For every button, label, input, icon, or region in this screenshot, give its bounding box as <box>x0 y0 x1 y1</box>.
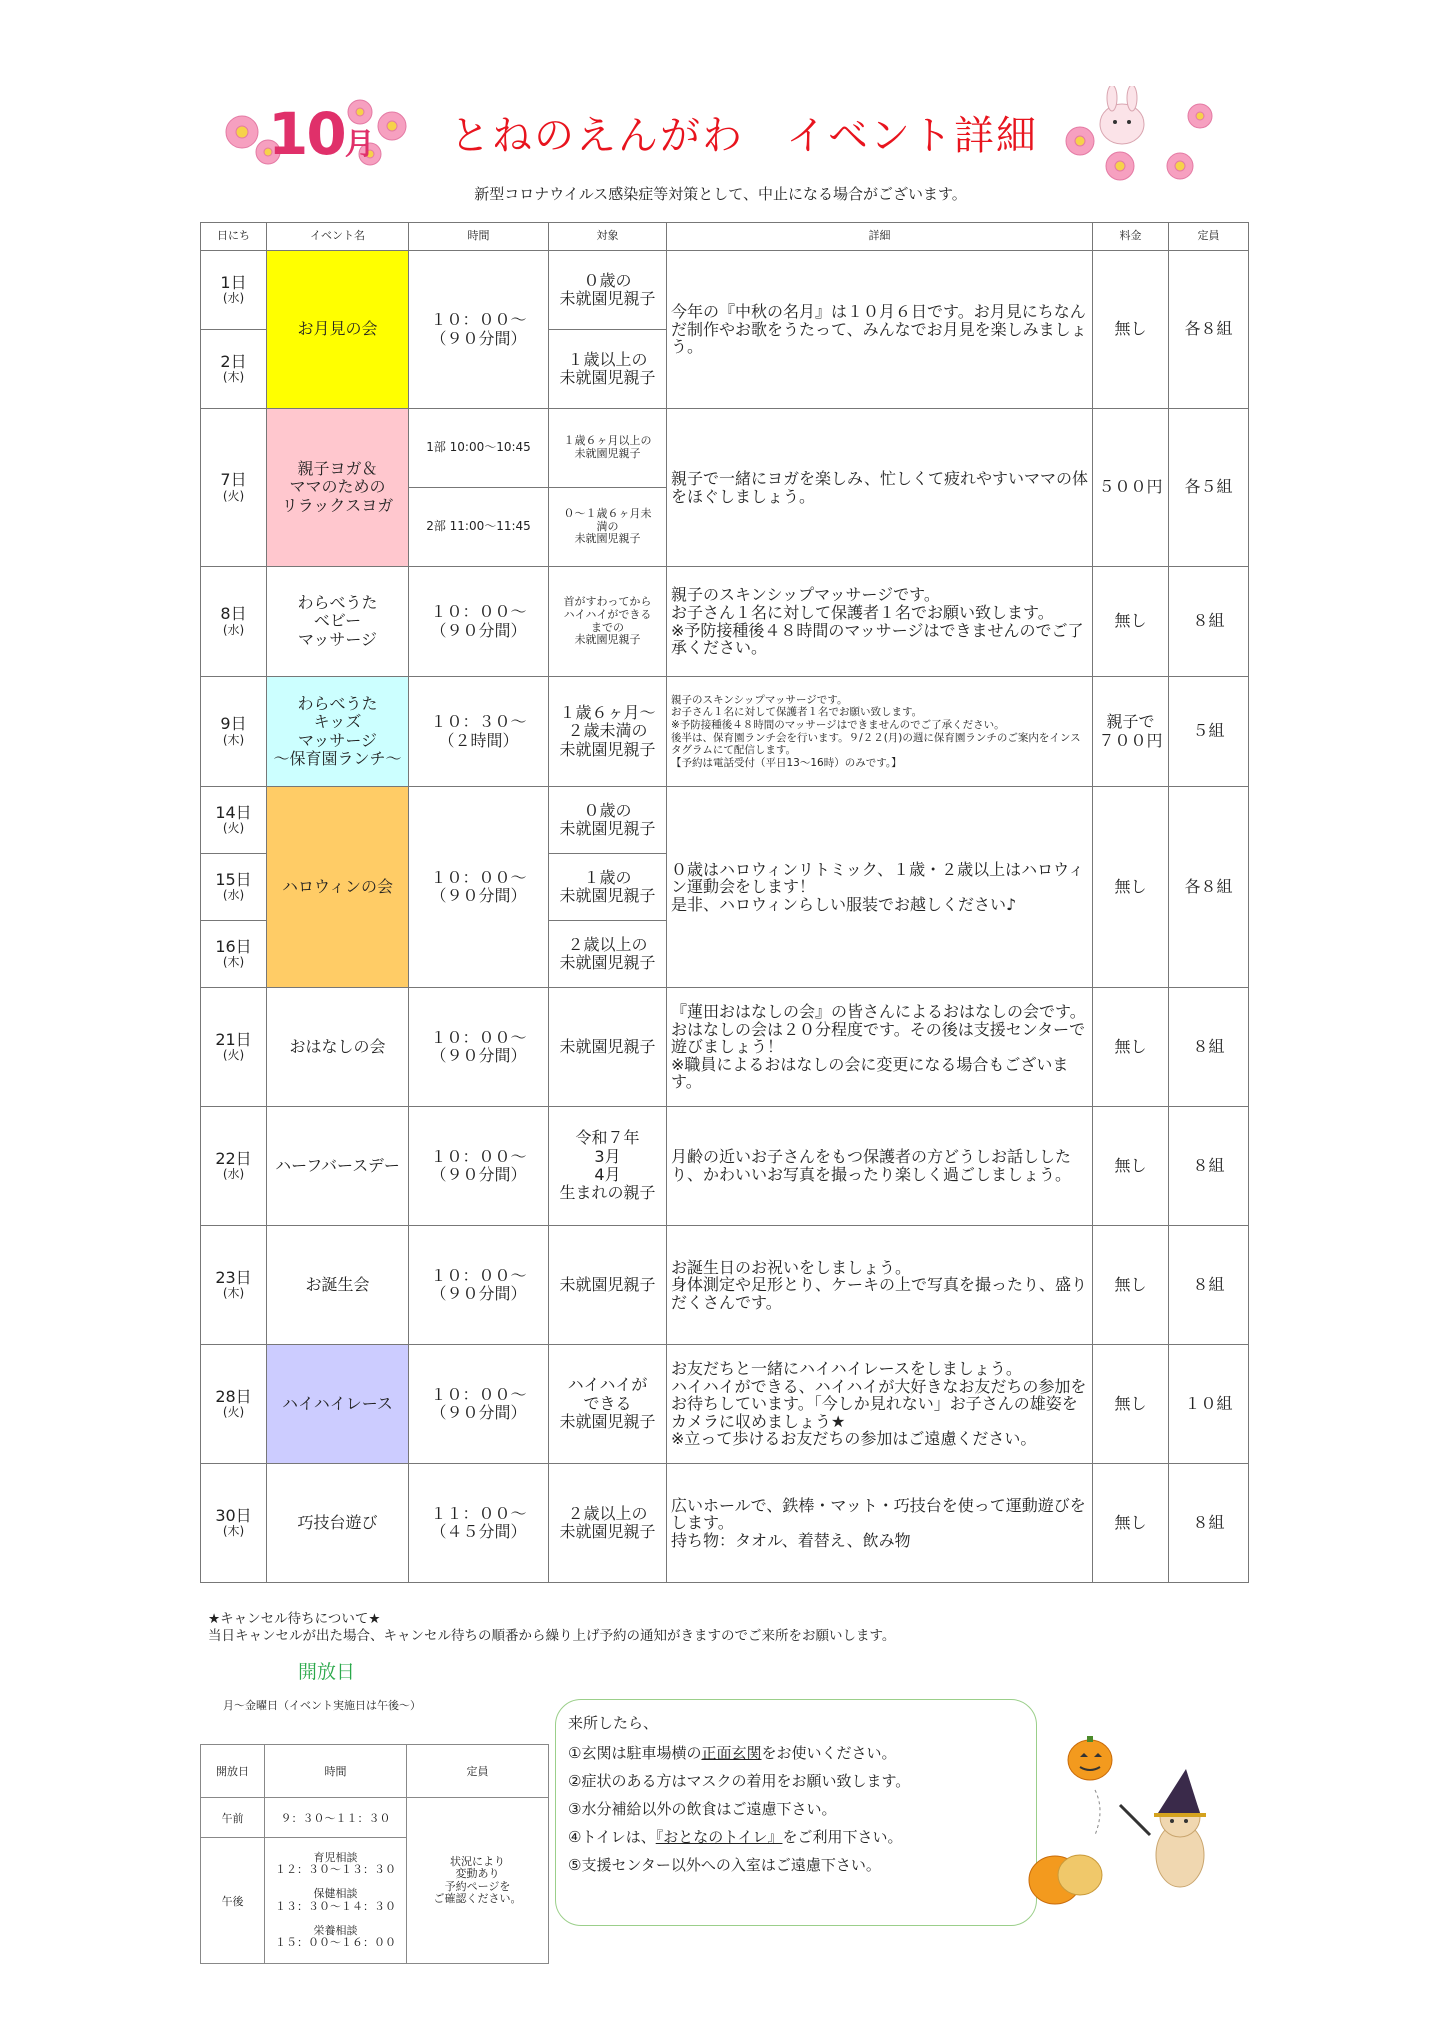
date-cell: 16日 (木) <box>201 921 267 988</box>
event-name-cell: ハロウィンの会 <box>267 787 409 988</box>
table-row <box>201 787 1249 854</box>
target-cell: ２歳以上の 未就園児親子 <box>549 921 667 988</box>
target-cell: ハイハイが できる 未就園児親子 <box>549 1345 667 1464</box>
notice-intro: 来所したら、 <box>568 1714 659 1732</box>
bunny-flowers-right-decoration <box>1050 86 1220 186</box>
detail-cell: 広いホールで、鉄棒・マット・巧技台を使って運動遊びをします。 持ち物：タオル、着替え、飲み物 <box>667 1464 1093 1583</box>
date-cell: 28日 (火) <box>201 1345 267 1464</box>
table-row <box>201 251 1249 330</box>
notice-item: ①玄関は駐車場横の正面玄関をお使いください。 <box>568 1744 897 1762</box>
detail-cell: 月齢の近いお子さんをもつ保護者の方どうしお話ししたり、かわいいお写真を撮ったり楽しく過ごしましょう。 <box>667 1107 1093 1226</box>
time-cell: １０：００～ （９０分間） <box>409 1226 549 1345</box>
table-row <box>201 1226 1249 1345</box>
date-cell: 2日 (木) <box>201 330 267 409</box>
table-header-row <box>201 223 1249 251</box>
fee-cell: 無し <box>1093 251 1169 409</box>
date-cell: 14日 (火) <box>201 787 267 854</box>
capacity-cell: 各５組 <box>1169 409 1249 567</box>
detail-cell: 親子のスキンシップマッサージです。 お子さん１名に対して保護者１名でお願い致します。 ※予防接種後４８時間のマッサージはできませんのでご了承ください。 後半は、保育園ランチ会を行います。９/２２(月)の週に保育園ランチのご案内をインスタグラムにて配信します。 【予約は電話受付（平日13～16時）のみです。】 <box>667 677 1093 787</box>
header-time: 時間 <box>265 1745 407 1798</box>
time-cell: 1部 10:00～10:45 <box>409 409 549 488</box>
date-cell: 9日 (木) <box>201 677 267 787</box>
time-cell: １０：００～ （９０分間） <box>409 567 549 677</box>
fee-cell: 無し <box>1093 1226 1169 1345</box>
detail-cell: 今年の『中秋の名月』は１０月６日です。お月見にちなんだ制作やお歌をうたって、みんなでお月見を楽しみましょう。 <box>667 251 1093 409</box>
capacity-cell: ８組 <box>1169 567 1249 677</box>
detail-cell: 『蓮田おはなしの会』の皆さんによるおはなしの会です。 おはなしの会は２０分程度です。その後は支援センターで遊びましょう！ ※職員によるおはなしの会に変更になる場合もございます。 <box>667 988 1093 1107</box>
am-label: 午前 <box>201 1798 265 1838</box>
pm-consult-1: 育児相談 １２：３０～１３：３０ <box>275 1851 396 1877</box>
target-cell: 未就園児親子 <box>549 1226 667 1345</box>
cancel-waitlist-title: ★キャンセル待ちについて★ <box>208 1611 381 1627</box>
table-row <box>201 677 1249 787</box>
target-cell: ０歳の 未就園児親子 <box>549 251 667 330</box>
table-row <box>201 1345 1249 1464</box>
header-capacity: 定員 <box>1169 223 1249 251</box>
table-row <box>201 1107 1249 1226</box>
month-label: 10月 <box>268 100 373 168</box>
date-cell: 8日 (水) <box>201 567 267 677</box>
target-cell: 首がすわってから ハイハイができる までの 未就園児親子 <box>549 567 667 677</box>
capacity-cell: ８組 <box>1169 1107 1249 1226</box>
notice-text: 新型コロナウイルス感染症等対策として、中止になる場合がございます。 <box>474 185 967 203</box>
pm-consult-3: 栄養相談 １５：００～１６：００ <box>275 1923 396 1949</box>
event-name-cell: 親子ヨガ＆ ママのための リラックスヨガ <box>267 409 409 567</box>
date-cell: 7日 (火) <box>201 409 267 567</box>
time-cell: １０：００～ （９０分間） <box>409 251 549 409</box>
event-name-cell: おはなしの会 <box>267 988 409 1107</box>
fee-cell: 親子で ７００円 <box>1093 677 1169 787</box>
target-cell: 未就園児親子 <box>549 988 667 1107</box>
target-cell: 令和７年 3月 4月 生まれの親子 <box>549 1107 667 1226</box>
event-name-cell: お月見の会 <box>267 251 409 409</box>
header-time: 時間 <box>409 223 549 251</box>
capacity-note: 状況により 変動あり 予約ページを ご確認ください。 <box>407 1798 549 1964</box>
target-cell: ０歳の 未就園児親子 <box>549 787 667 854</box>
fee-cell: 無し <box>1093 988 1169 1107</box>
time-cell: １０：３０～ （２時間） <box>409 677 549 787</box>
capacity-cell: ８組 <box>1169 1226 1249 1345</box>
detail-cell: 親子で一緒にヨガを楽しみ、忙しくて疲れやすいママの体をほぐしましょう。 <box>667 409 1093 567</box>
notice-item: ②症状のある方はマスクの着用をお願い致します。 <box>568 1772 911 1790</box>
time-cell: １０：００～ （９０分間） <box>409 988 549 1107</box>
capacity-cell: ８組 <box>1169 1464 1249 1583</box>
time-cell: １１：００～ （４５分間） <box>409 1464 549 1583</box>
fee-cell: 無し <box>1093 787 1169 988</box>
fee-cell: ５００円 <box>1093 409 1169 567</box>
event-name-cell: ハーフバースデー <box>267 1107 409 1226</box>
capacity-cell: １０組 <box>1169 1345 1249 1464</box>
visit-notice-bubble <box>555 1699 1037 1926</box>
open-days-title: 開放日 <box>298 1661 356 1683</box>
header-target: 対象 <box>549 223 667 251</box>
fee-cell: 無し <box>1093 1345 1169 1464</box>
table-header-row <box>201 1745 549 1798</box>
header-date: 日にち <box>201 223 267 251</box>
target-cell: ２歳以上の 未就園児親子 <box>549 1464 667 1583</box>
header-detail: 詳細 <box>667 223 1093 251</box>
pm-times <box>265 1838 407 1964</box>
date-cell: 1日 (水) <box>201 251 267 330</box>
header-event-name: イベント名 <box>267 223 409 251</box>
table-row <box>201 567 1249 677</box>
date-cell: 22日 (水) <box>201 1107 267 1226</box>
header-open-day: 開放日 <box>201 1745 265 1798</box>
table-row <box>201 1798 549 1838</box>
time-cell: １０：００～ （９０分間） <box>409 787 549 988</box>
event-table <box>200 222 1249 1583</box>
header-fee: 料金 <box>1093 223 1169 251</box>
halloween-pumpkin-witch-decoration <box>1010 1735 1225 1910</box>
open-days-subtitle: 月～金曜日（イベント実施日は午後～） <box>223 1699 421 1712</box>
fee-cell: 無し <box>1093 1107 1169 1226</box>
pm-label: 午後 <box>201 1838 265 1964</box>
notice-item: ⑤支援センター以外への入室はご遠慮下さい。 <box>568 1856 881 1874</box>
date-cell: 30日 (木) <box>201 1464 267 1583</box>
capacity-cell: 各８組 <box>1169 251 1249 409</box>
event-name-cell: ハイハイレース <box>267 1345 409 1464</box>
open-days-table <box>200 1744 549 1964</box>
table-row <box>201 409 1249 488</box>
table-row <box>201 988 1249 1107</box>
event-name-cell: 巧技台遊び <box>267 1464 409 1583</box>
notice-item: ④トイレは、『おとなのトイレ』をご利用下さい。 <box>568 1828 903 1846</box>
date-cell: 15日 (水) <box>201 854 267 921</box>
target-cell: １歳以上の 未就園児親子 <box>549 330 667 409</box>
fee-cell: 無し <box>1093 567 1169 677</box>
date-cell: 21日 (火) <box>201 988 267 1107</box>
detail-cell: 親子のスキンシップマッサージです。 お子さん１名に対して保護者１名でお願い致します。 ※予防接種後４８時間のマッサージはできませんのでご了承ください。 <box>667 567 1093 677</box>
target-cell: １歳の 未就園児親子 <box>549 854 667 921</box>
am-time: ９：３０～１１：３０ <box>265 1798 407 1838</box>
capacity-cell: 各８組 <box>1169 787 1249 988</box>
time-cell: 2部 11:00～11:45 <box>409 488 549 567</box>
detail-cell: お誕生日のお祝いをしましょう。 身体測定や足形とり、ケーキの上で写真を撮ったり、盛りだくさんです。 <box>667 1226 1093 1345</box>
event-name-cell: お誕生会 <box>267 1226 409 1345</box>
event-name-cell: わらべうた キッズ マッサージ ～保育園ランチ～ <box>267 677 409 787</box>
capacity-cell: ５組 <box>1169 677 1249 787</box>
date-cell: 23日 (木) <box>201 1226 267 1345</box>
page-title: とねのえんがわ イベント詳細 <box>450 113 1038 159</box>
target-cell: １歳６ヶ月～ ２歳未満の 未就園児親子 <box>549 677 667 787</box>
pm-consult-2: 保健相談 １３：３０～１４：３０ <box>275 1887 396 1913</box>
target-cell: ０～１歳６ヶ月未 満の 未就園児親子 <box>549 488 667 567</box>
detail-cell: お友だちと一緒にハイハイレースをしましょう。 ハイハイができる、ハイハイが大好きなお友だちの参加をお待ちしています。「今しか見れない」お子さんの雄姿をカメラに収めましょう★ ※立って歩けるお友だちの参加はご遠慮ください。 <box>667 1345 1093 1464</box>
cancel-waitlist-body: 当日キャンセルが出た場合、キャンセル待ちの順番から繰り上げ予約の通知がきますのでご来所をお願いします。 <box>208 1628 896 1644</box>
time-cell: １０：００～ （９０分間） <box>409 1107 549 1226</box>
fee-cell: 無し <box>1093 1464 1169 1583</box>
table-row <box>201 1464 1249 1583</box>
event-name-cell: わらべうた ベビー マッサージ <box>267 567 409 677</box>
notice-item: ③水分補給以外の飲食はご遠慮下さい。 <box>568 1800 837 1818</box>
time-cell: １０：００～ （９０分間） <box>409 1345 549 1464</box>
target-cell: １歳６ヶ月以上の 未就園児親子 <box>549 409 667 488</box>
header-capacity: 定員 <box>407 1745 549 1798</box>
detail-cell: ０歳はハロウィンリトミック、１歳・２歳以上はハロウィン運動会をします！ 是非、ハロウィンらしい服装でお越しください♪ <box>667 787 1093 988</box>
capacity-cell: ８組 <box>1169 988 1249 1107</box>
